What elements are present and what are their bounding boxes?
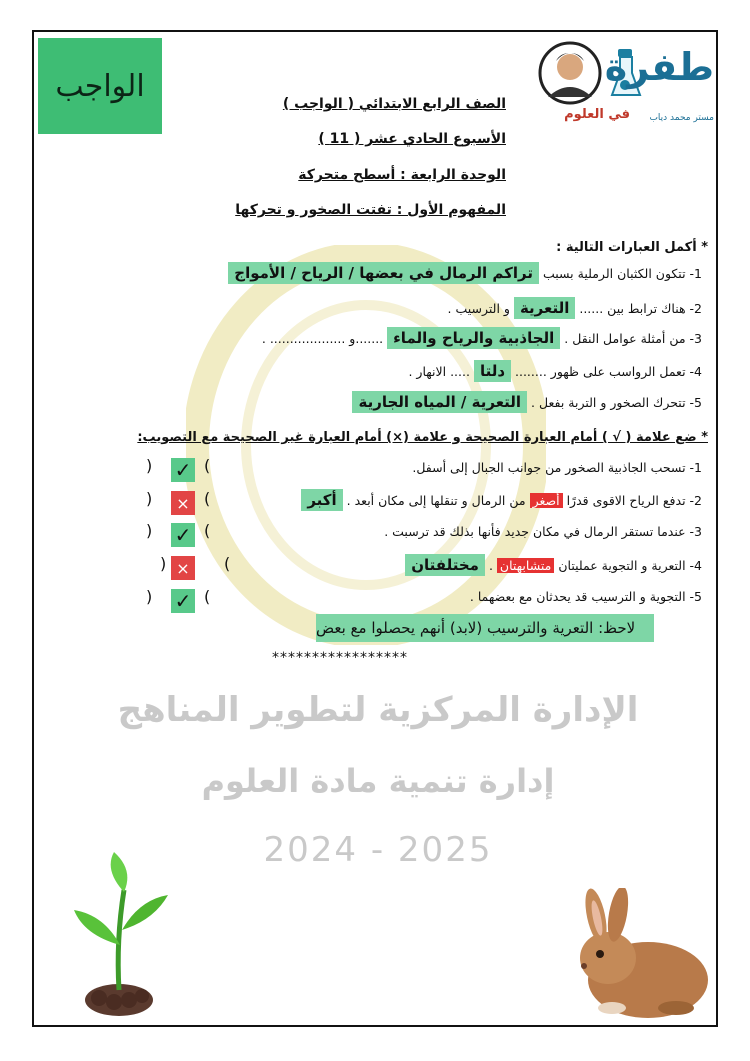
cross-icon: × [171, 556, 195, 580]
paren-left: ( [204, 489, 211, 508]
week-title: الأسبوع الحادي عشر ( 11 ) [318, 131, 506, 147]
item-tail: ..... الانهار . [408, 364, 470, 379]
concept-title: المفهوم الأول : تفتت الصخور و تحركها [235, 202, 506, 218]
answer-highlight: تراكم الرمال في بعضها / الرياح / الأمواج [228, 262, 539, 284]
item-text: 5- التجوية و الترسيب قد يحدثان مع بعضهما . [469, 589, 702, 604]
wrong-word: متشابهتان [497, 558, 554, 573]
answer-highlight: التعرية / المياه الجارية [352, 391, 527, 413]
correction-highlight: مختلفتان [405, 554, 485, 576]
brand-logo [534, 33, 716, 137]
note-box [316, 614, 654, 642]
item-text: 2- تدفع الرياح الاقوى قدرًا [566, 493, 702, 508]
section-complete-title: * أكمل العبارات التالية : [556, 240, 708, 255]
plant-icon [64, 850, 174, 1020]
paren-right: ) [160, 554, 167, 573]
homework-badge: الواجب [38, 38, 162, 134]
paren-right: ) [146, 521, 153, 540]
item-text: 2- هناك ترابط بين ...... [579, 301, 702, 316]
cross-icon: × [171, 491, 195, 515]
item-tail: و الترسيب . [447, 301, 510, 316]
list-item [405, 552, 702, 578]
check-icon: ✓ [171, 523, 195, 547]
watermark-year: 2024 - 2025 [263, 830, 493, 870]
paren-left: ( [224, 554, 231, 573]
list-item [352, 389, 702, 415]
paren-right: ) [146, 456, 153, 475]
watermark-line2: إدارة تنمية مادة العلوم [201, 762, 555, 800]
item-text: . [488, 558, 493, 573]
answer-highlight: الجاذبية والرياح والماء [387, 327, 560, 349]
item-text: 1- تسحب الجاذبية الصخور من جوانب الجبال إلى أسفل. [412, 460, 702, 475]
answer-highlight: التعرية [514, 297, 575, 319]
item-text: 5- تتحرك الصخور و التربة بفعل . [531, 395, 702, 410]
check-icon: ✓ [171, 589, 195, 613]
logo-subtitle: في العلوم [564, 107, 630, 122]
list-item [384, 519, 702, 545]
item-text: من الرمال و تنقلها إلى مكان أبعد . [346, 493, 526, 508]
list-item [301, 487, 702, 513]
item-text: 3- من أمثلة عوامل النقل . [564, 331, 702, 346]
paren-right: ) [146, 587, 153, 606]
paren-left: ( [204, 521, 211, 540]
paren-left: ( [204, 587, 211, 606]
paren-left: ( [204, 456, 211, 475]
list-item [470, 584, 702, 610]
list-item [408, 358, 702, 384]
list-item [228, 260, 702, 286]
item-text: 3- عندما تستقر الرمال في مكان جديد فأنها بذلك قد ترسبت . [384, 524, 702, 539]
check-icon: ✓ [171, 458, 195, 482]
section-truefalse-title: * ضع علامة ( √ ) أمام العبارة الصحيحة و علامة (×) أمام العبارة غير الصحيحة مع التصويب: [137, 430, 708, 445]
note-text: لاحظ: التعرية والترسيب (لابد) أنهم يحصلوا مع بعض [316, 619, 636, 637]
list-item [412, 455, 702, 481]
wrong-word: أصغر [530, 493, 563, 508]
item-text: 4- التعرية و التجوية عمليتان [558, 558, 702, 573]
correction-highlight: أكبر [301, 489, 342, 511]
rabbit-icon [566, 888, 716, 1023]
item-tail: .......و ................... . [261, 331, 384, 346]
answer-highlight: دلتا [474, 360, 511, 382]
logo-teacher: مستر محمد دياب [649, 113, 714, 123]
watermark-line1: الإدارة المركزية لتطوير المناهج [117, 690, 639, 730]
grade-title: الصف الرابع الابتدائي ( الواجب ) [282, 96, 506, 112]
list-item [448, 295, 702, 321]
item-text: 4- تعمل الرواسب على ظهور ........ [515, 364, 702, 379]
paren-right: ) [146, 489, 153, 508]
unit-title: الوحدة الرابعة : أسطح متحركة [298, 167, 506, 183]
separator-stars: ***************** [272, 650, 408, 666]
list-item [262, 325, 702, 351]
logo-title: طفرة [604, 45, 714, 89]
item-text: 1- تتكون الكثبان الرملية بسبب [542, 266, 702, 281]
